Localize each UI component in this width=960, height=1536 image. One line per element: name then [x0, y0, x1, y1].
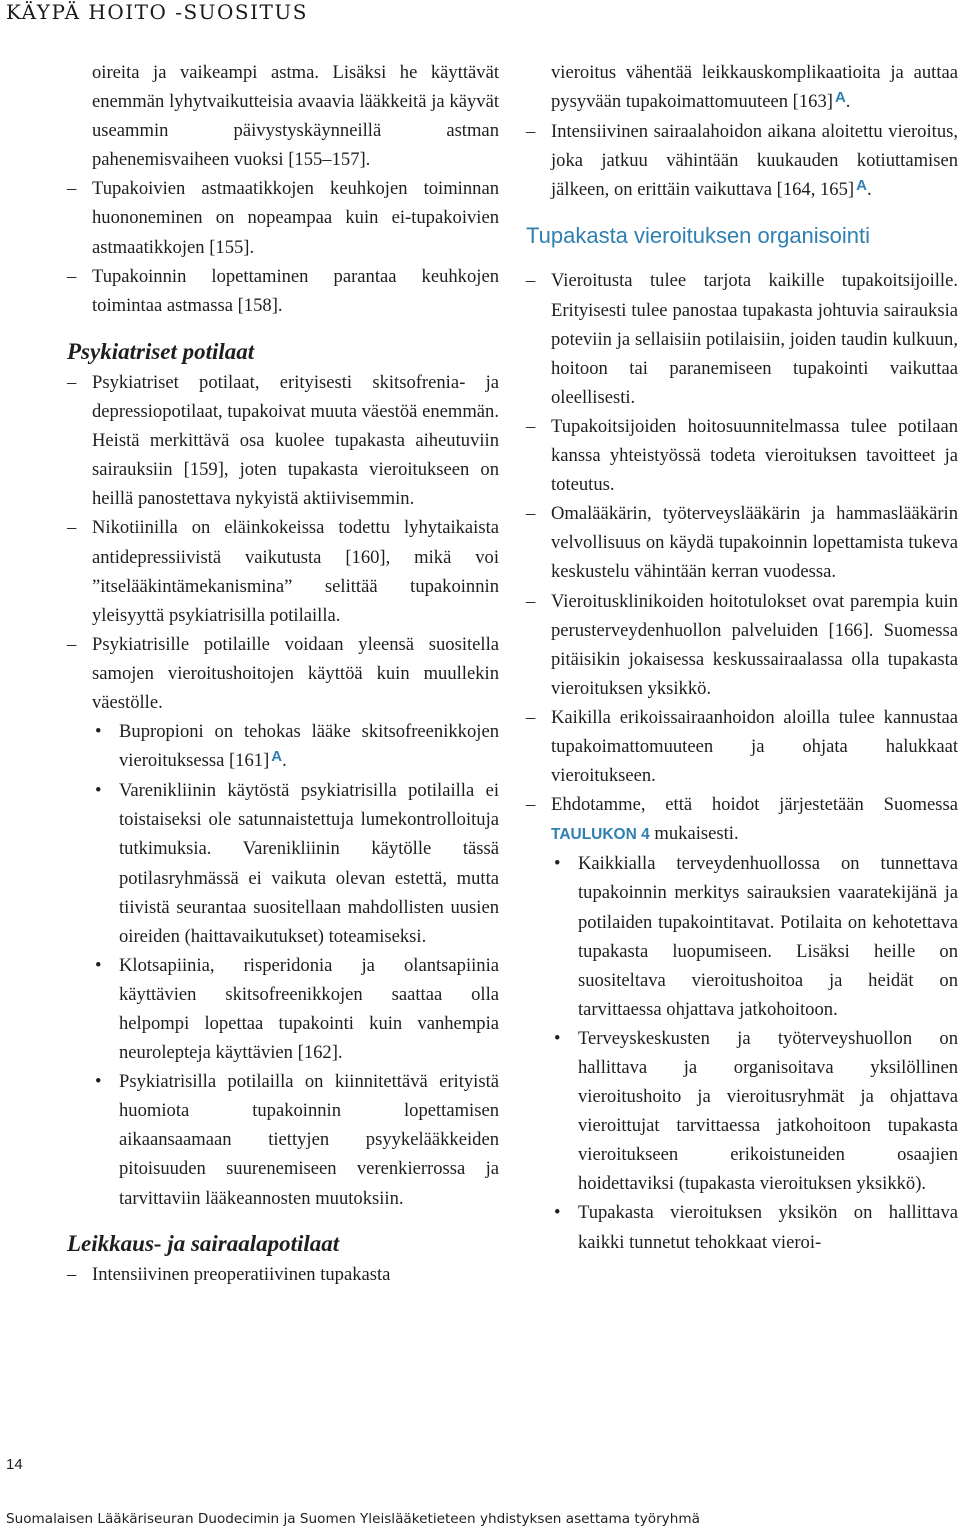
dash-marker: –: [67, 371, 77, 393]
dash-marker: –: [526, 794, 536, 816]
dash-marker: –: [67, 517, 77, 539]
bullet-marker: •: [95, 1071, 102, 1093]
bullet-marker: •: [554, 1027, 561, 1049]
dash-marker: –: [526, 503, 536, 525]
bullet-item: • Terveyskeskusten ja työterveyshuollon on hallittava ja organisoitava yksilöllinen vieroitushoito ja vieroitusryhmät ja ohjattava vieroittujat tarvittaessa jatkohoitoon tupakasta vieroitukseen erikoistuneiden osaajien hoidettaviksi (tupakasta vieroituksen yksikkö).: [526, 1024, 958, 1199]
list-item: – Intensiivinen sairaalahoidon aikana aloitettu vieroitus, joka jatkuu vähintään kuukauden kotiuttamisen jälkeen, on erittäin vaikuttava [164, 165] $^A$.: [526, 117, 958, 205]
list-item: – Kaikilla erikoissairaanhoidon aloilla tulee kannustaa tupakoimattomuuteen ja ohjata halukkaat vieroitukseen.: [526, 703, 958, 790]
dash-marker: –: [526, 121, 536, 143]
list-item: – Tupakoitsijoiden hoitosuunnitelmassa tulee potilaan kanssa yhteistyössä todeta vieroituksen tavoitteet ja toteutus.: [526, 412, 958, 499]
left-column: [67, 58, 499, 1289]
list-item: – Tupakoinnin lopettaminen parantaa keuhkojen toimintaa astmassa [158].: [67, 262, 499, 320]
evidence-level-badge: A: [856, 177, 867, 195]
list-item: – Omalääkärin, työterveyslääkärin ja hammaslääkärin velvollisuus on käydä tupakoinnin lopettamista tukeva keskustelu vähintään kerran vuodessa.: [526, 499, 958, 586]
list-item: – Vieroitusta tulee tarjota kaikille tupakoitsijoille. Erityisesti tulee panostaa tupakasta johtuvia sairauksia poteviin ja sellaisiin potilaisiin, joiden taudin kulkuun, hoitoon tai paranemiseen tupakointi vaikuttaa oleellisesti.: [526, 266, 958, 411]
paragraph-continuation: oireita ja vaikeampi astma. Lisäksi he käyttävät enemmän lyhytvaikutteisia avaavia lääkkeitä ja käyvät useammin päivystyskäynneillä astman pahenemisvaiheen vuoksi [155–157].: [92, 62, 499, 171]
dash-marker: –: [526, 415, 536, 437]
bullet-item: • Bupropioni on tehokas lääke skitsofreenikkojen vieroituksessa [161] $^A$.: [67, 717, 499, 776]
paragraph-continuation: vieroitus vähentää leikkauskomplikaatioita ja auttaa pysyvään tupakoimattomuuteen [163] $^A$.: [551, 62, 958, 113]
bullet-marker: •: [554, 853, 561, 875]
list-item: – Nikotiinilla on eläinkokeissa todettu lyhytaikaista antidepressiivistä vaikutusta [160], mikä voi ”itselääkintämekanismina” selittää tupakoinnin yleisyyttä psykiatrisilla potilailla.: [67, 513, 499, 629]
list-item: – Psykiatriset potilaat, erityisesti skitsofrenia- ja depressiopotilaat, tupakoivat muuta väestöä enemmän. Heistä merkittävä osa kuolee tupakasta aiheutuviin sairauksiin [159], joten tupakasta vieroitukseen on heillä panostettava nykyistä aktiivisemmin.: [67, 368, 499, 513]
dash-marker: –: [67, 178, 77, 200]
bullet-marker: •: [95, 780, 102, 802]
table-reference-link[interactable]: TAULUKON 4: [551, 826, 650, 844]
evidence-level-badge: A: [834, 89, 846, 107]
bullet-item: • Psykiatrisilla potilailla on kiinnitettävä erityistä huomiota tupakoinnin lopettamisen aikaansaamaan tiettyjen psyykelääkkeiden pitoisuuden suurenemiseen verenkierrossa ja tarvittaviin lääkeannosten muutoksiin.: [67, 1067, 499, 1212]
subheading-surgical-hospital-patients: Leikkaus- ja sairaalapotilaat: [67, 1230, 340, 1256]
section-heading-organisation: Tupakasta vieroituksen organisointi: [526, 223, 871, 249]
list-item: – Tupakoivien astmaatikkojen keuhkojen toiminnan huononeminen on nopeampaa kuin ei-tupakoivien astmaatikkojen [155].: [67, 174, 499, 261]
dash-marker: –: [67, 1263, 77, 1285]
bullet-marker: •: [95, 721, 102, 743]
subheading-psychiatric-patients: Psykiatriset potilaat: [67, 338, 255, 364]
right-column: [526, 58, 958, 1257]
dash-marker: –: [526, 706, 536, 728]
list-item: – Psykiatrisille potilaille voidaan yleensä suositella samojen vieroitushoitojen käyttöä kuin muullekin väestölle.: [67, 630, 499, 717]
bullet-item: • Klotsapiinia, risperidonia ja olantsapiinia käyttävien skitsofreenikkojen saattaa olla helpompi lopettaa tupakointi kuin vanhempia neurolepteja käyttävien [162].: [67, 951, 499, 1067]
dash-marker: –: [67, 265, 77, 287]
bullet-item: • Varenikliinin käytöstä psykiatrisilla potilailla ei toistaiseksi ole satunnaistettuja lumekontrolloituja tutkimuksia. Varenikliinin käytölle tässä potilasryhmässä ei vaikuta olevan estettä, mutta tiivistä seurantaa suositellaan mahdollisten uusien oireiden (haittavaikutukset) toteamiseksi.: [67, 776, 499, 951]
bullet-item: • Kaikkialla terveydenhuollossa on tunnettava tupakoinnin merkitys sairauksien vaaratekijänä ja potilaiden tupakointitavat. Potilaita on kehotettava tupakasta luopumiseen. Lisäksi heille on suositeltava vieroitushoitoa ja heidät on tarvittaessa ohjattava jatkohoitoon.: [526, 849, 958, 1024]
list-item: – Ehdotamme, että hoidot järjestetään Suomessa TAULUKON 4 mukaisesti.: [526, 790, 958, 849]
document-header: KÄYPÄ HOITO -SUOSITUS: [6, 0, 308, 24]
list-item: – Intensiivinen preoperatiivinen tupakasta: [67, 1260, 499, 1289]
page-footer: Suomalaisen Lääkäriseuran Duodecimin ja Suomen Yleislääketieteen yhdistyksen asettama työryhmä: [6, 1511, 700, 1527]
bullet-item: • Tupakasta vieroituksen yksikön on hallittava kaikki tunnetut tehokkaat vieroi-: [526, 1198, 958, 1256]
bullet-marker: •: [95, 954, 102, 976]
dash-marker: –: [526, 270, 536, 292]
bullet-marker: •: [554, 1202, 561, 1224]
dash-marker: –: [67, 633, 77, 655]
list-item: – Vieroitusklinikoiden hoitotulokset ovat parempia kuin perusterveydenhuollon palveluiden [166]. Suomessa pitäisikin jokaisessa keskussairaalassa olla tupakasta vieroituksen yksikkö.: [526, 587, 958, 703]
evidence-level-badge: A: [271, 748, 283, 766]
dash-marker: –: [526, 590, 536, 612]
page-number: 14: [6, 1456, 23, 1473]
